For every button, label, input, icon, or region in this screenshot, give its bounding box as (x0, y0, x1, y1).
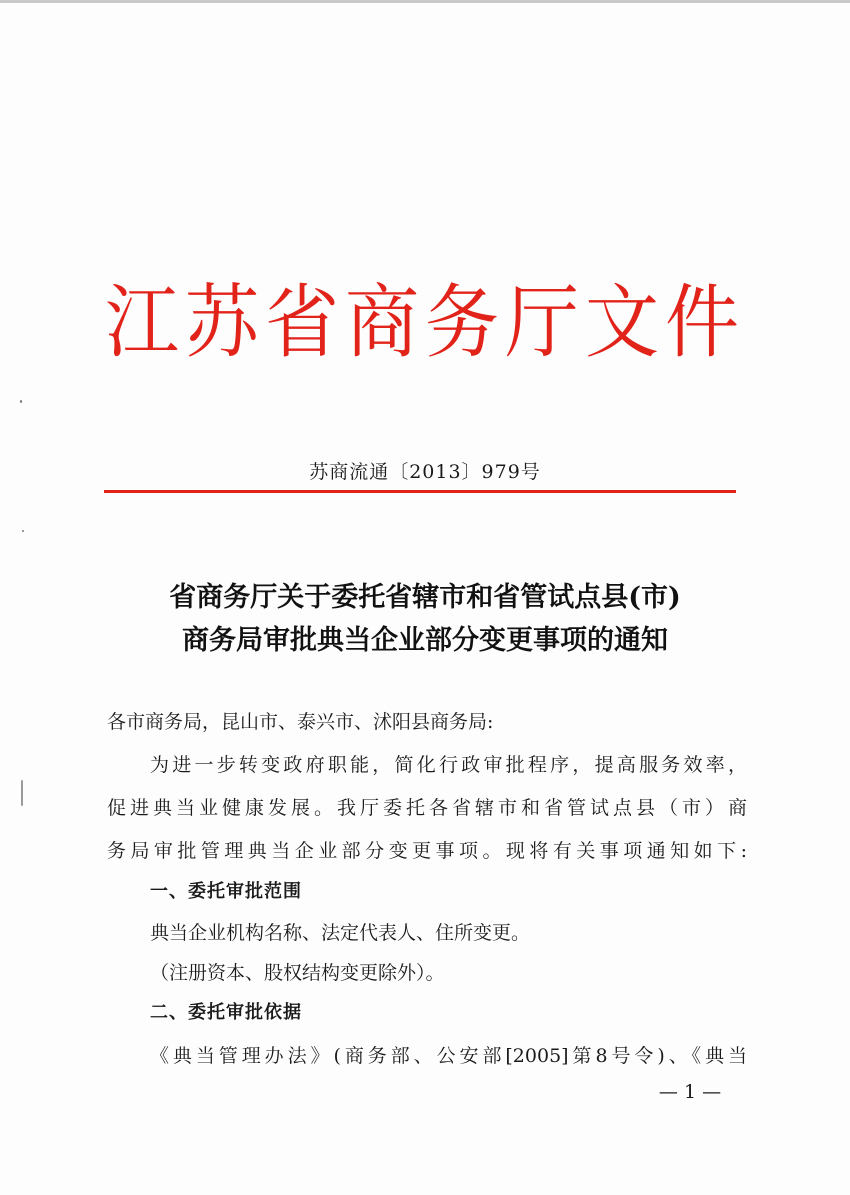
notice-title-line-2: 商务局审批典当企业部分变更事项的通知 (182, 625, 668, 656)
section-1-line-1: 典当企业机构名称、法定代表人、住所变更。 (150, 922, 531, 944)
document-number: 苏商流通〔2013〕979号 (309, 461, 541, 483)
scan-top-edge (0, 0, 850, 3)
addressee: 各市商务局，昆山市、泰兴市、沭阳县商务局: (107, 711, 494, 733)
scan-speck (20, 400, 22, 403)
section-2-line-1: 《典当管理办法》(商务部、公安部[2005]第8号令)、《典当 (150, 1045, 747, 1067)
page-number: — 1 — (658, 1081, 722, 1103)
section-1-heading: 一、委托审批范围 (150, 881, 302, 902)
masthead-title: 江苏省商务厅文件 (105, 276, 745, 370)
notice-title-line-1: 省商务厅关于委托省辖市和省管试点县(市) (169, 582, 681, 613)
intro-line-1: 为进一步转变政府职能，简化行政审批程序，提高服务效率， (150, 754, 747, 776)
section-2-heading: 二、委托审批依据 (150, 1002, 302, 1023)
intro-line-2: 促进典当业健康发展。我厅委托各省辖市和省管试点县（市）商 (107, 797, 747, 819)
scan-speck (22, 530, 24, 532)
section-1-line-2: （注册资本、股权结构变更除外）。 (150, 962, 445, 984)
red-separator-line (104, 490, 736, 493)
scan-speck (21, 780, 23, 806)
intro-line-3: 务局审批管理典当企业部分变更事项。现将有关事项通知如下: (107, 840, 747, 862)
